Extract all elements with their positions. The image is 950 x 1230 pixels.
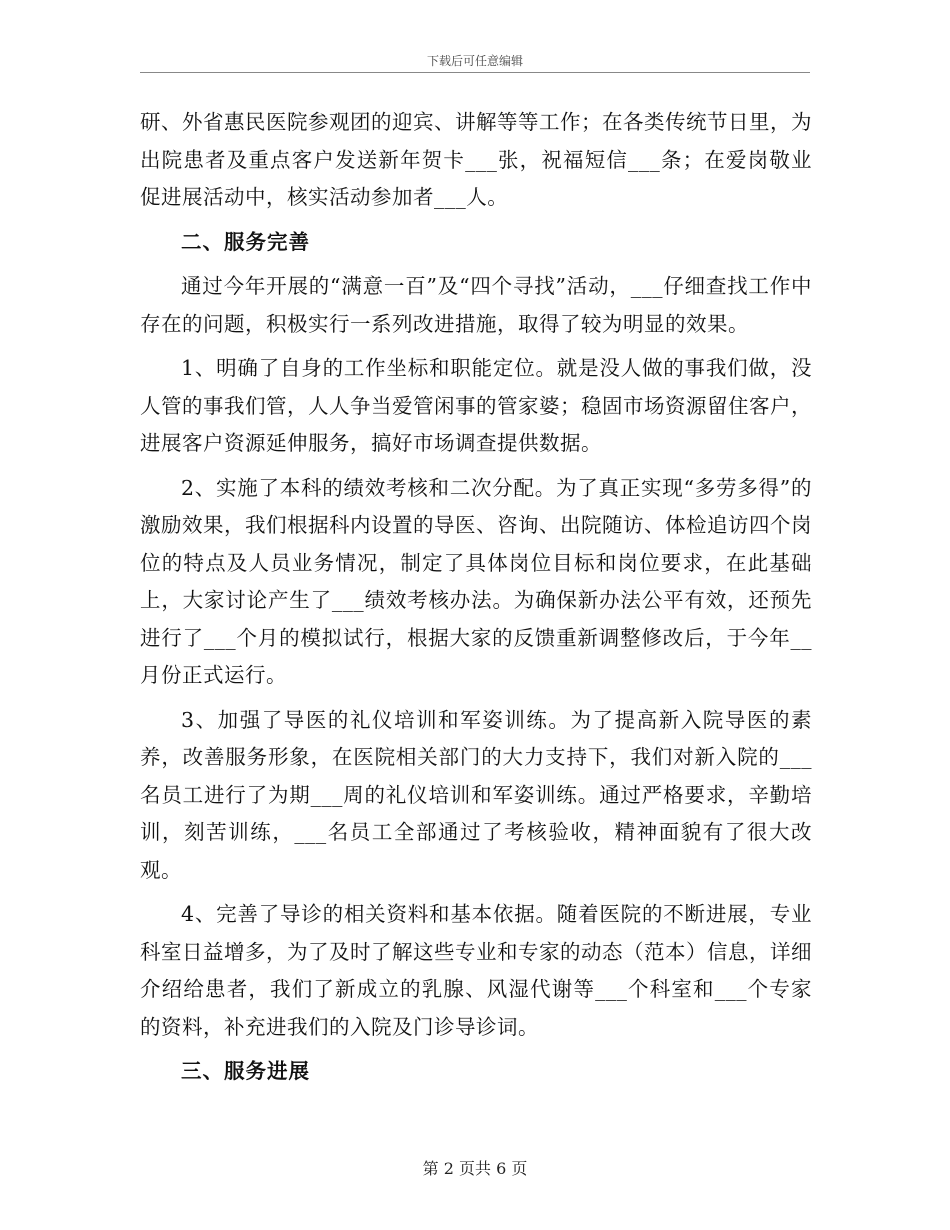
page-footer: 第 2 页共 6 页 — [422, 1159, 528, 1178]
document-body — [140, 104, 812, 1091]
header-divider — [140, 72, 810, 73]
paragraph-item-4: 4、完善了导诊的相关资料和基本依据。随着医院的不断进展，专业科室日益增多，为了及时了解这些专业和专家的动态（范本）信息，详细介绍给患者，我们了新成立的乳腺、风湿代谢等___个科室和___个专家的资料，补充进我们的入院及门诊导诊词。 — [140, 902, 812, 1039]
page-header: 下载后可任意编辑 — [426, 54, 523, 68]
paragraph-intro: 通过今年开展的“满意一百”及“四个寻找”活动，___仔细查找工作中存在的问题，积极实行一系列改进措施，取得了较为明显的效果。 — [140, 274, 812, 336]
section-heading-service-improvement: 二、服务完善 — [181, 229, 310, 254]
paragraph-item-3: 3、加强了导医的礼仪培训和军姿训练。为了提高新入院导医的素养，改善服务形象，在医院相关部门的大力支持下，我们对新入院的___名员工进行了为期___周的礼仪培训和军姿训练。通过严格要求，辛勤培训，刻苦训练，___名员工全部通过了考核验收，精神面貌有了很大改观。 — [140, 707, 812, 882]
paragraph-continuation: 研、外省惠民医院参观团的迎宾、讲解等等工作；在各类传统节日里，为出院患者及重点客户发送新年贺卡___张，祝福短信___条；在爱岗敬业促进展活动中，核实活动参加者___人。 — [140, 110, 812, 209]
paragraph-item-1: 1、明确了自身的工作坐标和职能定位。就是没人做的事我们做，没人管的事我们管，人人争当爱管闲事的管家婆；稳固市场资源留住客户，进展客户资源延伸服务，搞好市场调查提供数据。 — [140, 356, 812, 455]
paragraph-item-2: 2、实施了本科的绩效考核和二次分配。为了真正实现“多劳多得”的激励效果，我们根据科内设置的导医、咨询、出院随访、体检追访四个岗位的特点及人员业务情况，制定了具体岗位目标和岗位要求，在此基础上，大家讨论产生了___绩效考核办法。为确保新办法公平有效，还预先进行了___个月的模拟试行，根据大家的反馈重新调整修改后，于今年__月份正式运行。 — [140, 475, 812, 687]
section-heading-service-progress: 三、服务进展 — [181, 1059, 310, 1083]
